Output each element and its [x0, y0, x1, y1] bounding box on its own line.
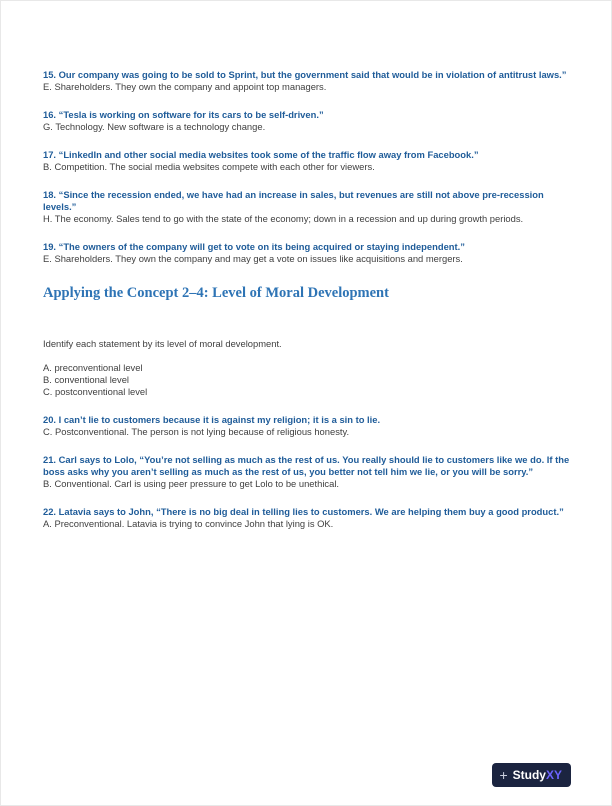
qa-item-19 [43, 241, 573, 265]
qa-item-16 [43, 109, 573, 133]
question-text: 21. Carl says to Lolo, “You’re not selling as much as the rest of us. You really should lie to customers like we do. If the boss asks why you aren’t selling as much as the rest of us, you better not tell him we lie, or you will be sorry.” [43, 454, 570, 477]
qa-item-15 [43, 69, 573, 93]
answer-text: B. Conventional. Carl is using peer pressure to get Lolo to be unethical. [43, 478, 340, 489]
qa-item-22 [43, 506, 573, 530]
answer-text: H. The economy. Sales tend to go with the state of the economy; down in a recession and up during growth periods. [43, 213, 524, 224]
question-text: 17. “LinkedIn and other social media websites took some of the traffic flow away from Facebook.” [43, 149, 479, 160]
section-heading: Applying the Concept 2–4: Level of Moral Development [43, 285, 389, 301]
qa-item-21 [43, 454, 573, 490]
question-text: 18. “Since the recession ended, we have had an increase in sales, but revenues are still not above pre-recession levels.” [43, 189, 544, 212]
answer-text: E. Shareholders. They own the company and appoint top managers. [43, 81, 327, 92]
qa-item-18 [43, 189, 573, 225]
logo-study-text: Study [512, 768, 546, 782]
question-text: 16. “Tesla is working on software for its cars to be self-driven.” [43, 109, 324, 120]
studyxy-logo [492, 763, 571, 787]
options-list [43, 362, 573, 398]
qa-item-20 [43, 414, 573, 438]
answer-text: E. Shareholders. They own the company and may get a vote on issues like acquisitions and mergers. [43, 253, 463, 264]
logo-text [513, 766, 562, 784]
answer-text: G. Technology. New software is a technology change. [43, 121, 266, 132]
answer-text: C. Postconventional. The person is not lying because of religious honesty. [43, 426, 350, 437]
qa-item-17 [43, 149, 573, 173]
section-intro: Identify each statement by its level of moral development. [43, 338, 282, 349]
plus-icon: + [499, 767, 508, 783]
logo-xy-text: XY [545, 768, 562, 782]
answer-text: B. Competition. The social media websites compete with each other for viewers. [43, 161, 375, 172]
option-c: C. postconventional level [43, 386, 148, 397]
question-text: 19. “The owners of the company will get to vote on its being acquired or staying independent.” [43, 241, 465, 252]
question-text: 15. Our company was going to be sold to Sprint, but the government said that would be in violation of antitrust laws.” [43, 69, 567, 80]
page-content [43, 69, 573, 546]
question-text: 22. Latavia says to John, “There is no big deal in telling lies to customers. We are helping them buy a good product.” [43, 506, 564, 517]
option-a: A. preconventional level [43, 362, 143, 373]
option-b: B. conventional level [43, 374, 129, 385]
question-text: 20. I can’t lie to customers because it is against my religion; it is a sin to lie. [43, 414, 381, 425]
answer-text: A. Preconventional. Latavia is trying to convince John that lying is OK. [43, 518, 334, 529]
